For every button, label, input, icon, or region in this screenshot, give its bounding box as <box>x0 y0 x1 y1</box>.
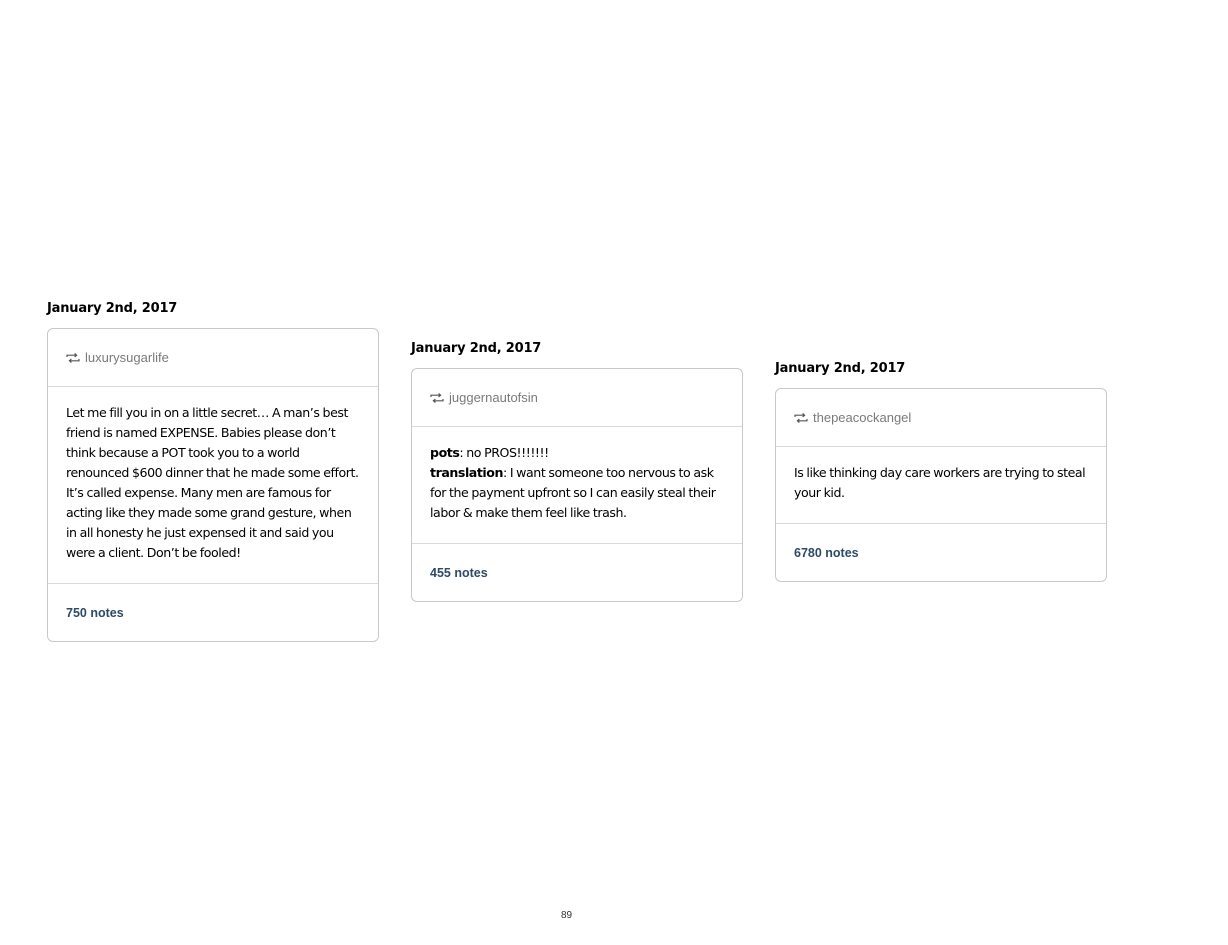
post-text-line <box>430 443 724 463</box>
post-header <box>776 389 1106 447</box>
term-text: : no PROS!!!!!!! <box>459 445 549 460</box>
reblog-icon <box>66 353 80 363</box>
post <box>47 299 379 642</box>
term-label: translation <box>430 465 504 480</box>
post-header <box>48 329 378 387</box>
post-card <box>411 368 743 602</box>
reblog-icon <box>794 413 808 423</box>
username-link[interactable]: juggernautofsin <box>449 390 538 405</box>
post-header <box>412 369 742 427</box>
term-label: pots <box>430 445 460 460</box>
post-text-line <box>430 463 724 523</box>
notes-count[interactable]: 750 notes <box>66 605 124 620</box>
post-date: January 2nd, 2017 <box>411 341 542 356</box>
reblog-icon <box>430 393 444 403</box>
post-footer <box>776 524 1106 581</box>
post-body <box>776 447 1106 524</box>
notes-count[interactable]: 455 notes <box>430 565 488 580</box>
term-text: : I want someone too nervous to ask for the payment upfront so I can easily steal their labor & make them feel like trash. <box>430 465 716 520</box>
post-card <box>47 328 379 642</box>
post <box>775 359 1107 582</box>
post-date: January 2nd, 2017 <box>775 361 906 376</box>
post <box>411 339 743 602</box>
post-body <box>48 387 378 584</box>
post-card <box>775 388 1107 582</box>
post-footer <box>412 544 742 601</box>
post-text: Is like thinking day care workers are trying to steal your kid. <box>794 465 1086 500</box>
notes-count[interactable]: 6780 notes <box>794 545 859 560</box>
post-text: Let me fill you in on a little secret… A man’s best friend is named EXPENSE. Babies please don’t think because a POT took you to a world renounced $600 dinner that he made some effort. It’s called expense. Many men are famous for acting like they made some grand gesture, when in all honesty he just expensed it and said you were a client. Don’t be fooled! <box>66 405 359 560</box>
username-link[interactable]: luxurysugarlife <box>85 350 169 365</box>
post-date: January 2nd, 2017 <box>47 301 178 316</box>
username-link[interactable]: thepeacockangel <box>813 410 912 425</box>
post-body <box>412 427 742 544</box>
page-number: 89 <box>560 910 573 921</box>
post-footer <box>48 584 378 641</box>
